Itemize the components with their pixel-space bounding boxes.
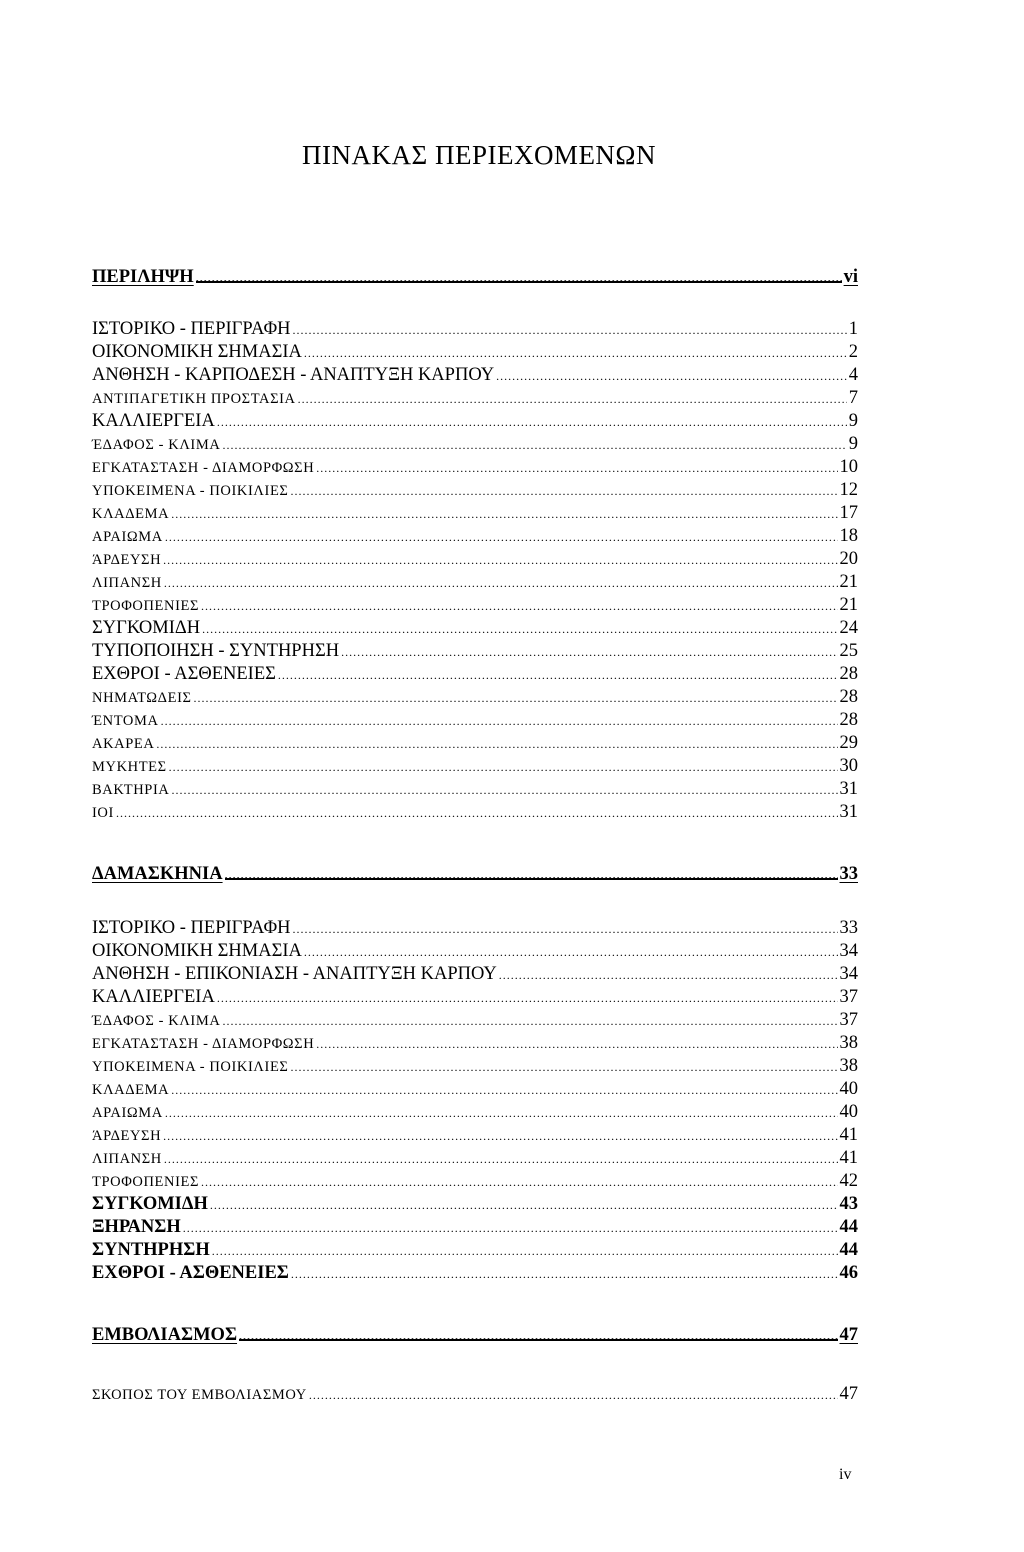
toc-leader-dots [292,917,837,940]
toc-entry[interactable] [92,410,858,432]
toc-entry-page: 43 [839,1194,858,1214]
toc-entry-label: ΚΛΑΔΕΜΑ [92,506,170,522]
toc-entry[interactable] [92,456,858,478]
toc-entry-label: ΑΝΤΙΠΑΓΕΤΙΚΗ ΠΡΟΣΤΑΣΙΑ [92,391,296,407]
toc-entry-page: 47 [839,1384,858,1404]
toc-entry-page: 28 [839,687,858,707]
toc-entry-label: ΣΥΓΚΟΜΙΔΗ [92,1194,208,1214]
toc-entry-label: ΑΝΘΗΣΗ - ΚΑΡΠΟΔΕΣΗ - ΑΝΑΠΤΥΞΗ ΚΑΡΠΟΥ [92,365,495,385]
toc-leader-dots [163,548,837,571]
toc-entry[interactable] [92,940,858,962]
toc-entry-label: ΚΛΑΔΕΜΑ [92,1082,170,1098]
toc-entry-label: ΕΓΚΑΤΑΣΤΑΣΗ - ΔΙΑΜΟΡΦΩΣΗ [92,460,315,476]
toc-leader-dots [316,456,837,479]
toc-entry-label: ΙΣΤΟΡΙΚΟ - ΠΕΡΙΓΡΑΦΗ [92,319,291,339]
toc-leader-dots [201,594,838,617]
toc-entry-label: ΤΥΠΟΠΟΙΗΣΗ - ΣΥΝΤΗΡΗΣΗ [92,641,340,661]
toc-entry[interactable] [92,663,858,685]
toc-entry-page: 33 [839,918,858,938]
toc-entry[interactable] [92,433,858,455]
toc-entry-page: 31 [839,802,858,822]
toc-leader-dots [164,1147,838,1170]
toc-entry[interactable] [92,1216,858,1238]
toc-entry-label: ΑΡΑΙΩΜΑ [92,1105,163,1121]
toc-leader-dots [156,732,837,755]
toc-leader-dots [165,1101,838,1124]
toc-entry-page: 34 [839,964,858,984]
toc-leader-dots [291,1262,838,1285]
toc-entry-label: ΚΑΛΛΙΕΡΓΕΙΑ [92,987,215,1007]
toc-leader-dots [309,1383,838,1406]
toc-entry-label: ΣΥΓΚΟΜΙΔΗ [92,618,201,638]
toc-leader-dots [212,1239,838,1262]
toc-section-heading[interactable] [92,863,858,885]
toc-entry-label: ΞΗΡΑΝΣΗ [92,1217,181,1237]
toc-entry-label: ΣΥΝΤΗΡΗΣΗ [92,1240,210,1260]
toc-entry[interactable] [92,548,858,570]
toc-entry-label: ΆΡΔΕΥΣΗ [92,1128,162,1144]
toc-entry-page: 44 [839,1240,858,1260]
toc-leader-dots [290,1055,837,1078]
toc-entry-label: ΜΥΚΗΤΕΣ [92,759,167,775]
toc-entry-label: ΠΕΡΙΛΗΨΗ [92,267,194,287]
toc-leader-dots [290,479,837,502]
toc-leader-dots [194,686,838,709]
toc-leader-dots [341,640,837,663]
toc-leader-dots [316,1032,837,1055]
toc-leader-dots [171,1078,837,1101]
toc-entry[interactable] [92,387,858,409]
toc-section-heading[interactable] [92,1324,858,1346]
toc-entry-label: ΕΧΘΡΟΙ - ΑΣΘΕΝΕΙΕΣ [92,664,276,684]
toc-entry-page: 12 [839,480,858,500]
toc-entry-page: 2 [848,342,858,362]
toc-entry[interactable] [92,318,858,340]
toc-leader-dots [169,755,838,778]
toc-leader-dots [499,963,838,986]
toc-entry-label: ΟΙΚΟΝΟΜΙΚΗ ΣΗΜΑΣΙΑ [92,342,302,362]
toc-entry-label: ΤΡΟΦΟΠΕΝΙΕΣ [92,1174,199,1190]
toc-entry-label: ΔΑΜΑΣΚΗΝΙΑ [92,864,223,884]
toc-entry-label: ΕΜΒΟΛΙΑΣΜΟΣ [92,1325,238,1345]
toc-entry[interactable] [92,525,858,547]
toc-entry-page: 31 [839,779,858,799]
toc-entry-label: ΈΔΑΦΟΣ - ΚΛΙΜΑ [92,1013,221,1029]
toc-leader-dots [239,1324,837,1341]
toc-entry-page: 40 [839,1079,858,1099]
toc-entry[interactable] [92,1055,858,1077]
toc-entry-page: 40 [839,1102,858,1122]
toc-entry[interactable] [92,1239,858,1261]
toc-leader-dots [222,433,846,456]
toc-leader-dots [163,1124,837,1147]
toc-entry-label: ΕΓΚΑΤΑΣΤΑΣΗ - ΔΙΑΜΟΡΦΩΣΗ [92,1036,315,1052]
toc-entry-label: ΥΠΟΚΕΙΜΕΝΑ - ΠΟΙΚΙΛΙΕΣ [92,483,289,499]
page-number: iv [839,1466,852,1483]
toc-leader-dots [201,1170,838,1193]
toc-entry-page: 24 [839,618,858,638]
toc-leader-dots [196,266,842,283]
toc-leader-dots [217,410,847,433]
toc-leader-dots [278,663,838,686]
toc-entry-label: ΑΚΑΡΕΑ [92,736,155,752]
toc-entry-page: 44 [839,1217,858,1237]
toc-leader-dots [183,1216,838,1239]
toc-entry[interactable] [92,571,858,593]
toc-entry-label: ΥΠΟΚΕΙΜΕΝΑ - ΠΟΙΚΙΛΙΕΣ [92,1059,289,1075]
toc-entry-page: 9 [848,411,858,431]
toc-entry-label: ΕΧΘΡΟΙ - ΑΣΘΕΝΕΙΕΣ [92,1263,289,1283]
toc-entry[interactable] [92,1262,858,1284]
toc-entry-page: 28 [839,664,858,684]
toc-entry-label: ΤΡΟΦΟΠΕΝΙΕΣ [92,598,199,614]
toc-leader-dots [304,940,838,963]
toc-entry[interactable] [92,1124,858,1146]
toc-leader-dots [161,709,838,732]
toc-entry[interactable] [92,1147,858,1169]
toc-leader-dots [217,986,838,1009]
toc-entry[interactable] [92,1078,858,1100]
toc-entry-label: ΝΗΜΑΤΩΔΕΙΣ [92,690,192,706]
toc-leader-dots [202,617,837,640]
toc-entry-page: 37 [839,1010,858,1030]
toc-entry-label: ΑΡΑΙΩΜΑ [92,529,163,545]
toc-entry-page: 1 [848,319,858,339]
toc-entry[interactable] [92,732,858,754]
toc-entry-page: 41 [839,1148,858,1168]
toc-entry-page: 33 [839,864,858,884]
toc-entry-label: ΈΔΑΦΟΣ - ΚΛΙΜΑ [92,437,221,453]
toc-entry-page: 9 [848,434,858,454]
toc-leader-dots [171,778,837,801]
toc-entry-page: 30 [839,756,858,776]
toc-entry-page: 38 [839,1056,858,1076]
toc-entry-page: 38 [839,1033,858,1053]
toc-entry[interactable] [92,364,858,386]
toc-entry-label: ΆΡΔΕΥΣΗ [92,552,162,568]
toc-entry[interactable] [92,917,858,939]
toc-entry-page: 34 [839,941,858,961]
toc-entry[interactable] [92,640,858,662]
toc-entry[interactable] [92,1383,858,1405]
toc-entry[interactable] [92,502,858,524]
toc-entry-page: 25 [839,641,858,661]
toc-entry-label: ΛΙΠΑΝΣΗ [92,575,162,591]
toc-entry[interactable] [92,963,858,985]
toc-entry-label: ΣΚΟΠΟΣ ΤΟΥ ΕΜΒΟΛΙΑΣΜΟΥ [92,1387,307,1403]
toc-entry-label: ΚΑΛΛΙΕΡΓΕΙΑ [92,411,215,431]
toc-entry[interactable] [92,801,858,823]
toc-leader-dots [292,318,846,341]
toc-leader-dots [210,1193,838,1216]
toc-entry-label: ΑΝΘΗΣΗ - ΕΠΙΚΟΝΙΑΣΗ - ΑΝΑΠΤΥΞΗ ΚΑΡΠΟΥ [92,964,497,984]
toc-entry[interactable] [92,986,858,1008]
toc-entry[interactable] [92,778,858,800]
toc-leader-dots [225,863,838,880]
toc-entry[interactable] [92,1193,858,1215]
toc-entry[interactable] [92,755,858,777]
toc-entry-label: ΙΣΤΟΡΙΚΟ - ΠΕΡΙΓΡΑΦΗ [92,918,291,938]
toc-entry-label: ΈΝΤΟΜΑ [92,713,159,729]
toc-entry-page: 46 [839,1263,858,1283]
toc-entry-label: ΛΙΠΑΝΣΗ [92,1151,162,1167]
toc-entry[interactable] [92,1009,858,1031]
toc-entry[interactable] [92,686,858,708]
toc-entry[interactable] [92,341,858,363]
toc-entry-label: ΒΑΚΤΗΡΙΑ [92,782,170,798]
toc-entry[interactable] [92,1101,858,1123]
toc-entry-page: 37 [839,987,858,1007]
toc-entry-label: ΙΟΙ [92,805,114,821]
toc-entry-page: 21 [839,595,858,615]
toc-entry[interactable] [92,1170,858,1192]
toc-entry-page: 47 [839,1325,858,1345]
toc-entry[interactable] [92,709,858,731]
toc-entry-page: 21 [839,572,858,592]
toc-entry-page: 20 [839,549,858,569]
toc-entry-label: ΟΙΚΟΝΟΜΙΚΗ ΣΗΜΑΣΙΑ [92,941,302,961]
page-title: ΠΙΝΑΚΑΣ ΠΕΡΙΕΧΟΜΕΝΩΝ [302,140,656,170]
toc-entry[interactable] [92,1032,858,1054]
toc-leader-dots [171,502,837,525]
toc-entry-page: 29 [839,733,858,753]
toc-entry-page: 42 [839,1171,858,1191]
toc-entry[interactable] [92,594,858,616]
toc-entry[interactable] [92,617,858,639]
toc-entry-page: 18 [839,526,858,546]
toc-entry-page: vi [843,267,858,287]
toc-entry-page: 17 [839,503,858,523]
toc-entry-page: 4 [848,365,858,385]
toc-leader-dots [116,801,838,824]
toc-leader-dots [165,525,838,548]
toc-leader-dots [496,364,847,387]
toc-section-heading[interactable] [92,266,858,288]
toc-entry-page: 7 [848,388,858,408]
toc-entry-page: 28 [839,710,858,730]
toc-leader-dots [222,1009,837,1032]
toc-entry-page: 41 [839,1125,858,1145]
toc-leader-dots [298,387,847,410]
toc-leader-dots [304,341,847,364]
toc-leader-dots [164,571,838,594]
toc-entry[interactable] [92,479,858,501]
toc-entry-page: 10 [839,457,858,477]
